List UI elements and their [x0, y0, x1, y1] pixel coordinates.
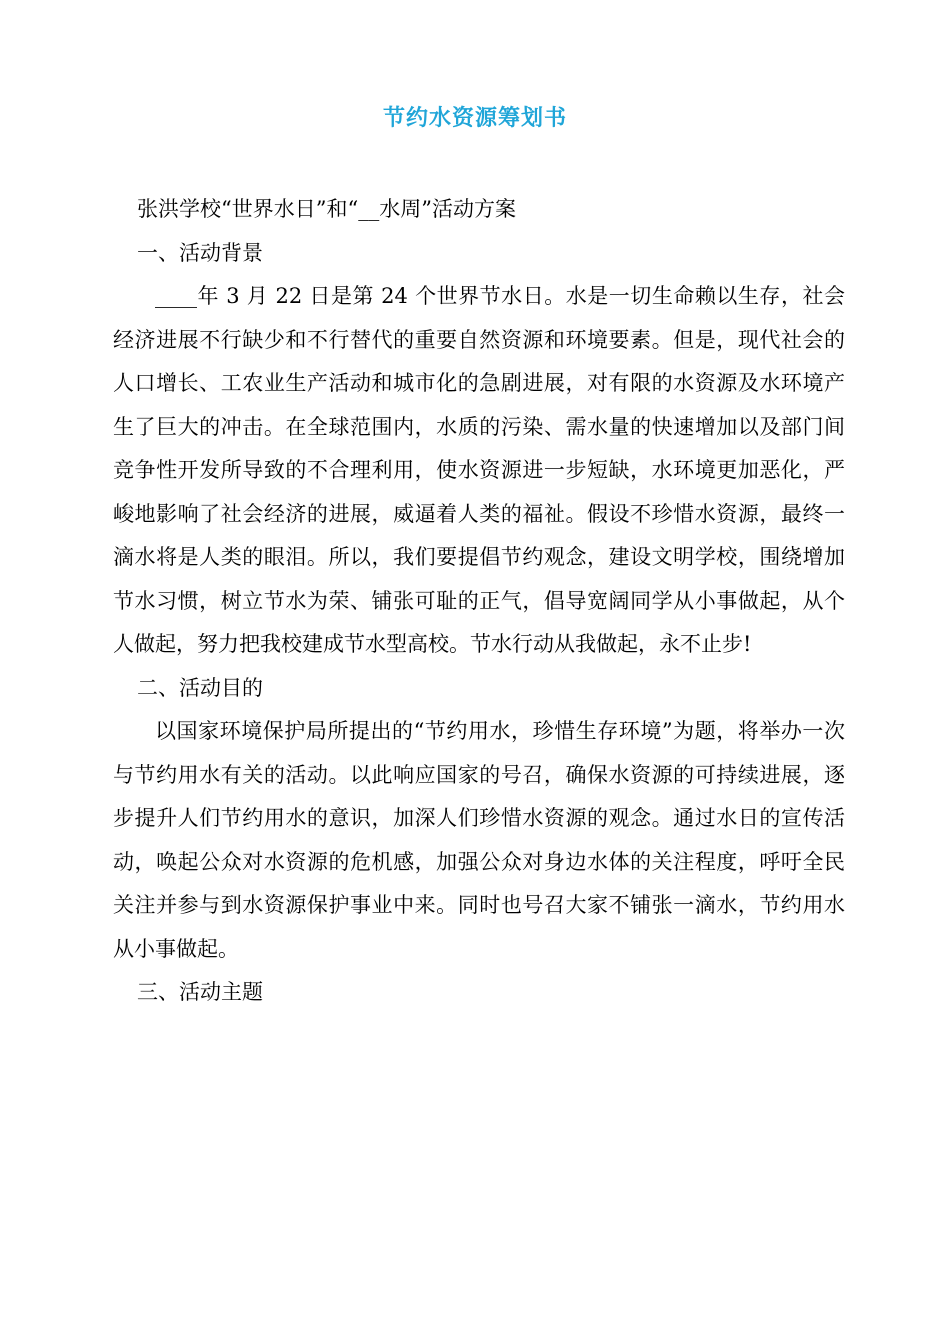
section-heading-background: 一、活动背景 [137, 240, 263, 265]
section-paragraph-background: ____年 3 月 22 日是第 24 个世界节水日。水是一切生命赖以生存，社会经济进展不行缺少和不行替代的重要自然资源和环境要素。但是，现代社会的人口增长、工农业生产活动和城市化的急剧进展，对有限的水资源及水环境产生了巨大的冲击。在全球范围内，水质的污染、需水量的快速增加以及部门间竞争性开发所导致的不合理利用，使水资源进一步短缺，水环境更加恶化，严峻地影响了社会经济的进展，威逼着人类的福祉。假设不珍惜水资源，最终一滴水将是人类的眼泪。所以，我们要提倡节约观念，建设文明学校，围绕增加节水习惯，树立节水为荣、铺张可耻的正气，倡导宽阔同学从小事做起，从个人做起，努力把我校建成节水型高校。节水行动从我做起，永不止步! [113, 284, 845, 656]
document-title: 节约水资源筹划书 [382, 105, 567, 131]
document-body [113, 188, 845, 1015]
section-heading-purpose: 二、活动目的 [137, 675, 263, 700]
document-subtitle: 张洪学校“世界水日”和“__水周”活动方案 [137, 197, 516, 221]
section-paragraph-purpose: 以国家环境保护局所提出的“节约用水，珍惜生存环境”为题，将举办一次与节约用水有关的活动。以此响应国家的号召，确保水资源的可持续进展，逐步提升人们节约用水的意识，加深人们珍惜水资源的观念。通过水日的宣传活动，唤起公众对水资源的危机感，加强公众对身边水体的关注程度，呼吁全民关注并参与到水资源保护事业中来。同时也号召大家不铺张一滴水，节约用水从小事做起。 [113, 719, 845, 961]
section-heading-theme: 三、活动主题 [137, 980, 263, 1004]
